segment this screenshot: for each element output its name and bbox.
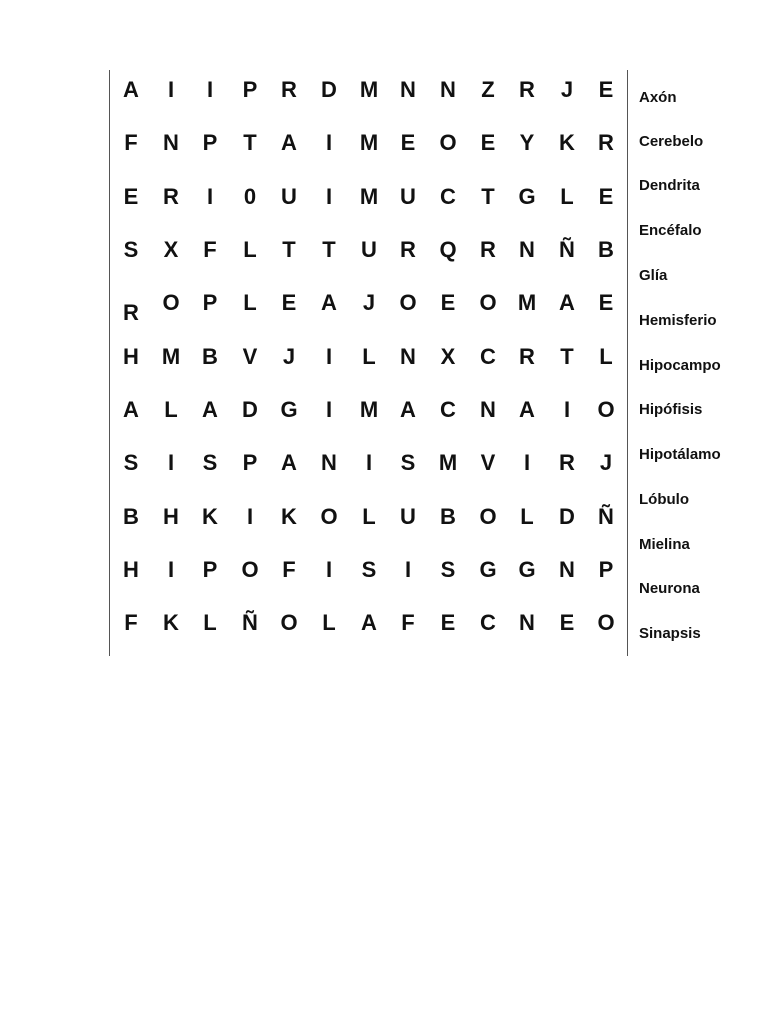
grid-cell[interactable]: E (440, 290, 456, 315)
grid-cell[interactable]: M (438, 450, 458, 475)
grid-cell[interactable]: T (322, 237, 336, 262)
grid-cell[interactable]: N (163, 130, 179, 155)
grid-cell[interactable]: I (325, 397, 333, 422)
grid-cell[interactable]: P (242, 450, 258, 475)
grid-cell[interactable]: N (321, 450, 337, 475)
grid-cell[interactable]: G (280, 397, 298, 422)
word-list-item: Cerebelo (639, 133, 704, 150)
grid-cell[interactable]: K (163, 610, 179, 635)
grid-cell[interactable]: U (400, 504, 416, 529)
grid-cell[interactable]: F (401, 610, 415, 635)
grid-row (109, 283, 627, 336)
grid-row (109, 230, 627, 283)
grid-cell[interactable]: J (282, 344, 296, 369)
grid-cell[interactable]: X (163, 237, 179, 262)
grid-cell[interactable]: A (123, 397, 139, 422)
grid-right-border (627, 70, 628, 656)
word-list-item: Hipotálamo (639, 446, 721, 463)
grid-cell[interactable]: I (365, 450, 373, 475)
grid-cell[interactable]: O (399, 290, 417, 315)
grid-cell[interactable]: E (440, 610, 456, 635)
grid-cell[interactable]: A (519, 397, 535, 422)
grid-cell[interactable]: 0 (243, 184, 257, 209)
grid-cell[interactable]: L (520, 504, 534, 529)
word-list-item: Dendrita (639, 177, 700, 194)
grid-cell[interactable]: I (167, 557, 175, 582)
grid-cell[interactable]: E (480, 130, 496, 155)
grid-cell[interactable]: C (480, 610, 496, 635)
grid-cell[interactable]: L (243, 290, 257, 315)
grid-cell[interactable]: M (517, 290, 537, 315)
grid-cell[interactable]: O (597, 610, 615, 635)
grid-cell[interactable]: R (281, 77, 297, 102)
word-list-item: Hipófisis (639, 401, 703, 418)
grid-cell[interactable]: I (206, 77, 214, 102)
grid-cell[interactable]: H (163, 504, 179, 529)
word-list-item: Sinapsis (639, 625, 701, 642)
grid-cell[interactable]: S (202, 450, 218, 475)
grid-cell[interactable]: L (362, 344, 376, 369)
grid-cell[interactable]: K (559, 130, 575, 155)
grid-cell[interactable]: H (123, 344, 139, 369)
grid-cell[interactable]: X (440, 344, 456, 369)
grid-row (109, 550, 627, 603)
grid-cell[interactable]: R (400, 237, 416, 262)
grid-cell[interactable]: V (480, 450, 496, 475)
grid-cell[interactable]: J (362, 290, 376, 315)
grid-cell[interactable]: I (246, 504, 254, 529)
grid-cell[interactable]: U (400, 184, 416, 209)
grid-cell[interactable]: M (359, 397, 379, 422)
grid-cell[interactable]: C (480, 344, 496, 369)
grid-row (109, 390, 627, 443)
grid-cell[interactable]: P (202, 557, 218, 582)
grid-cell[interactable]: K (281, 504, 297, 529)
grid-cell[interactable]: A (123, 77, 139, 102)
grid-cell[interactable]: Z (481, 77, 495, 102)
word-list-item: Encéfalo (639, 222, 702, 239)
grid-cell[interactable]: L (164, 397, 178, 422)
grid-cell[interactable]: Ñ (559, 237, 575, 262)
grid-cell[interactable]: M (359, 130, 379, 155)
grid-cell[interactable]: L (243, 237, 257, 262)
grid-cell[interactable]: A (321, 290, 337, 315)
grid-cell[interactable]: R (519, 77, 535, 102)
grid-cell[interactable]: S (440, 557, 456, 582)
grid-cell[interactable]: J (560, 77, 574, 102)
grid-cell[interactable]: R (480, 237, 496, 262)
grid-cell[interactable]: O (320, 504, 338, 529)
grid-cell[interactable]: D (559, 504, 575, 529)
grid-cell[interactable]: L (362, 504, 376, 529)
grid-cell[interactable]: I (167, 450, 175, 475)
grid-cell[interactable]: R (123, 300, 139, 325)
grid-cell[interactable]: C (440, 184, 456, 209)
grid-cell[interactable]: P (202, 130, 218, 155)
grid-cell[interactable]: L (322, 610, 336, 635)
grid-cell[interactable]: R (598, 130, 614, 155)
grid-cell[interactable]: A (400, 397, 416, 422)
grid-cell[interactable]: M (359, 184, 379, 209)
grid-cell[interactable]: T (560, 344, 574, 369)
grid-cell[interactable]: G (479, 557, 497, 582)
grid-row (109, 497, 627, 550)
word-list-item: Mielina (639, 536, 690, 553)
grid-cell[interactable]: I (563, 397, 571, 422)
grid-cell[interactable]: D (242, 397, 258, 422)
grid-cell[interactable]: V (242, 344, 258, 369)
grid-cell[interactable]: F (124, 610, 138, 635)
grid-cell[interactable]: J (599, 450, 613, 475)
grid-cell[interactable]: U (361, 237, 377, 262)
grid-cell[interactable]: A (361, 610, 377, 635)
grid-row (109, 337, 627, 390)
grid-cell[interactable]: K (202, 504, 218, 529)
word-list (639, 70, 749, 658)
grid-cell[interactable]: T (282, 237, 296, 262)
word-search-puzzle (109, 70, 729, 658)
grid-cell[interactable]: S (123, 237, 139, 262)
grid-cell[interactable]: E (281, 290, 297, 315)
grid-row (109, 70, 627, 123)
grid-cell[interactable]: B (202, 344, 218, 369)
grid-cell[interactable]: P (202, 290, 218, 315)
grid-cell[interactable]: E (123, 184, 139, 209)
grid-cell[interactable]: T (481, 184, 495, 209)
grid-cell[interactable]: A (559, 290, 575, 315)
grid-cell[interactable]: M (161, 344, 181, 369)
grid-cell[interactable]: N (440, 77, 456, 102)
grid-cell[interactable]: G (518, 557, 536, 582)
grid-cell[interactable]: Y (519, 130, 535, 155)
grid-cell[interactable]: R (163, 184, 179, 209)
grid-cell[interactable]: O (280, 610, 298, 635)
grid-cell[interactable]: O (479, 290, 497, 315)
grid-cell[interactable]: M (359, 77, 379, 102)
grid-cell[interactable]: I (325, 130, 333, 155)
grid-cell[interactable]: F (124, 130, 138, 155)
grid-cell[interactable]: L (560, 184, 574, 209)
grid-cell[interactable]: O (162, 290, 180, 315)
word-list-item: Hipocampo (639, 357, 721, 374)
grid-cell[interactable]: I (404, 557, 412, 582)
grid-cell[interactable]: U (281, 184, 297, 209)
grid-cell[interactable]: B (123, 504, 139, 529)
grid-cell[interactable]: T (243, 130, 257, 155)
grid-cell[interactable]: O (597, 397, 615, 422)
grid-row (109, 603, 627, 656)
word-list-item: Glía (639, 267, 668, 284)
grid-cell[interactable]: Q (439, 237, 457, 262)
grid-cell[interactable]: Ñ (598, 504, 614, 529)
grid-cell[interactable]: I (206, 184, 214, 209)
grid-cell[interactable]: L (599, 344, 613, 369)
grid-cell[interactable]: F (203, 237, 217, 262)
grid-cell[interactable]: N (559, 557, 575, 582)
word-list-item: Hemisferio (639, 312, 717, 329)
grid-cell[interactable]: I (325, 557, 333, 582)
word-list-item: Axón (639, 89, 677, 106)
grid-row (109, 123, 627, 176)
grid-row (109, 443, 627, 496)
grid-cell[interactable]: E (598, 184, 614, 209)
grid-cell[interactable]: B (598, 237, 614, 262)
grid-cell[interactable]: O (439, 130, 457, 155)
grid-cell[interactable]: I (167, 77, 175, 102)
grid-cell[interactable]: A (202, 397, 218, 422)
grid-cell[interactable]: O (241, 557, 259, 582)
grid-cell[interactable]: P (242, 77, 258, 102)
grid-cell[interactable]: N (400, 77, 416, 102)
grid-cell[interactable]: I (523, 450, 531, 475)
grid-cell[interactable]: I (325, 344, 333, 369)
grid-cell[interactable]: A (281, 130, 297, 155)
word-list-item: Lóbulo (639, 491, 689, 508)
grid-cell[interactable]: G (518, 184, 536, 209)
grid-cell[interactable]: B (440, 504, 456, 529)
grid-cell[interactable]: D (321, 77, 337, 102)
grid-cell[interactable]: E (400, 130, 416, 155)
grid-cell[interactable]: N (400, 344, 416, 369)
grid-cell[interactable]: N (519, 237, 535, 262)
grid-cell[interactable]: R (559, 450, 575, 475)
grid-cell[interactable]: I (325, 184, 333, 209)
grid-cell[interactable]: R (519, 344, 535, 369)
grid-cell[interactable]: A (281, 450, 297, 475)
grid-cell[interactable]: L (203, 610, 217, 635)
grid-cell[interactable]: Ñ (242, 610, 258, 635)
grid-cell[interactable]: E (598, 290, 614, 315)
grid-cell[interactable]: E (559, 610, 575, 635)
grid-cell[interactable]: E (598, 77, 614, 102)
grid-cell[interactable]: S (400, 450, 416, 475)
grid-cell[interactable]: O (479, 504, 497, 529)
grid-cell[interactable]: N (519, 610, 535, 635)
grid-cell[interactable]: N (480, 397, 496, 422)
grid-cell[interactable]: S (123, 450, 139, 475)
grid-cell[interactable]: F (282, 557, 296, 582)
grid-cell[interactable]: P (598, 557, 614, 582)
grid-cell[interactable]: S (361, 557, 377, 582)
grid-row (109, 177, 627, 230)
grid-cell[interactable]: C (440, 397, 456, 422)
word-list-item: Neurona (639, 580, 700, 597)
grid-cell[interactable]: H (123, 557, 139, 582)
letter-grid (109, 70, 627, 656)
